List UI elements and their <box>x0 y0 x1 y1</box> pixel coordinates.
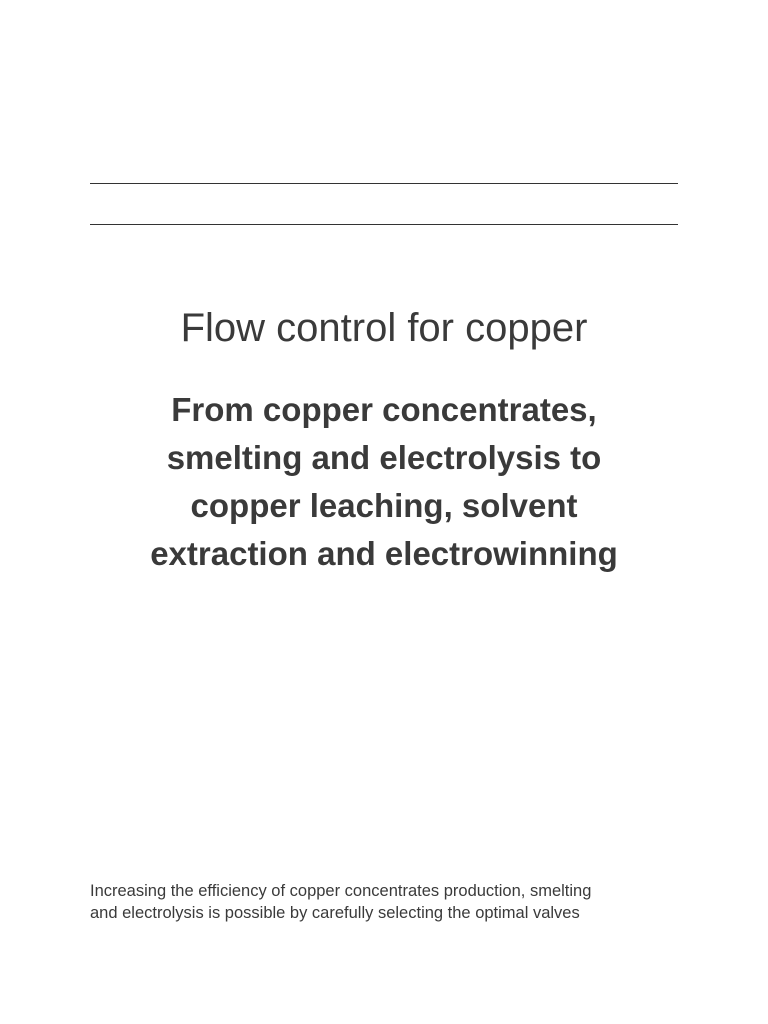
page-title: Flow control for copper <box>180 306 588 350</box>
intro-line: Increasing the efficiency of copper concentrates production, smelting <box>90 882 592 900</box>
subtitle-line: extraction and electrowinning <box>150 535 618 572</box>
subtitle-line: smelting and electrolysis to <box>166 439 602 476</box>
subtitle-line: From copper concentrates, <box>171 391 597 428</box>
subtitle-line: copper leaching, solvent <box>190 487 578 524</box>
top-divider <box>90 183 678 184</box>
intro-paragraph <box>90 880 730 924</box>
intro-line: and electrolysis is possible by carefully selecting the optimal valves <box>90 904 580 922</box>
page-subtitle <box>60 386 708 578</box>
bottom-divider <box>90 224 678 225</box>
